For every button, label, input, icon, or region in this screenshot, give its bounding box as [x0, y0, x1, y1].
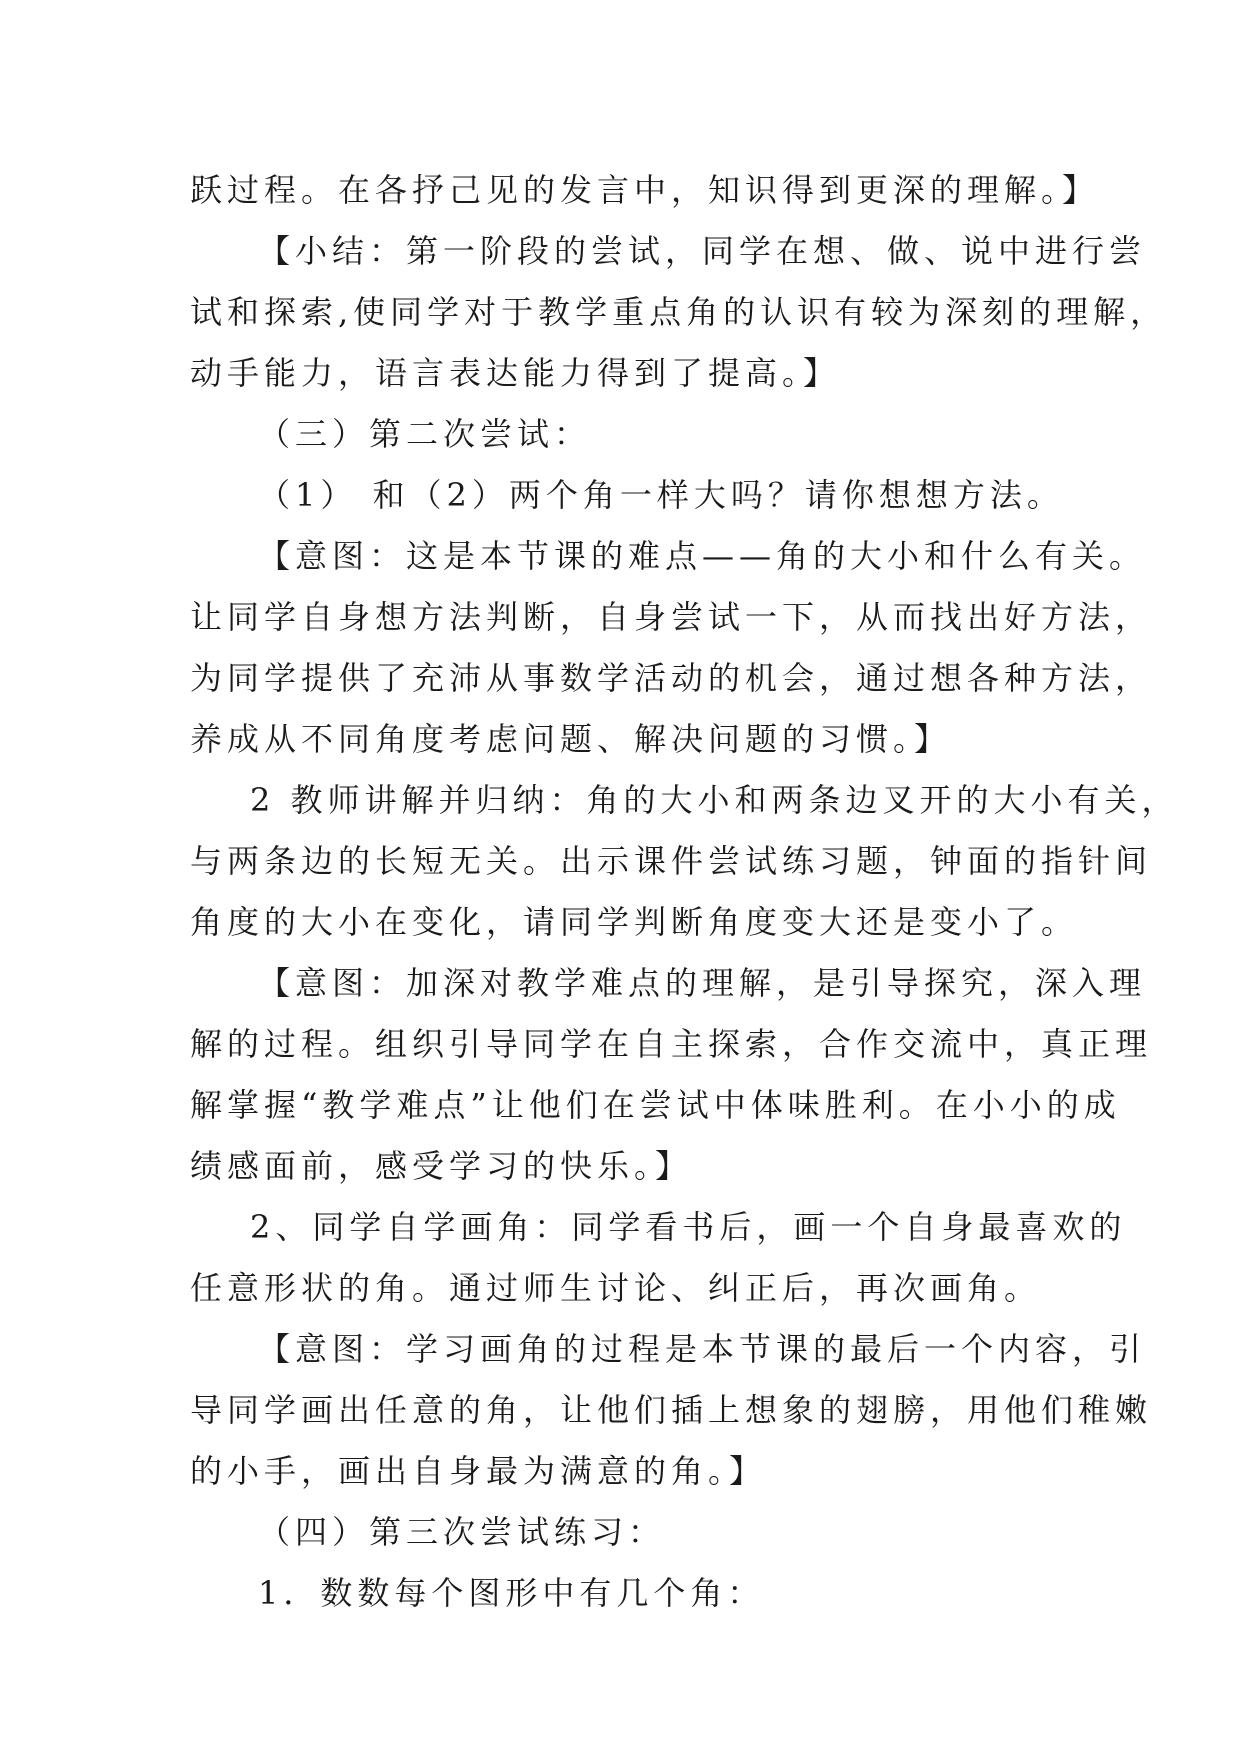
- text-line: 2、同学自学画角：同学看书后，画一个自身最喜欢的: [250, 1208, 1127, 1246]
- text-line: 跃过程。在各抒己见的发言中，知识得到更深的理解。】: [190, 171, 1100, 209]
- text-line: 绩感面前，感受学习的快乐。】: [190, 1147, 693, 1185]
- section-heading: （四）第三次尝试练习：: [258, 1513, 666, 1551]
- text-line: 角度的大小在变化，请同学判断角度变大还是变小了。: [190, 903, 1079, 941]
- text-line: 养成从不同角度考虑问题、解决问题的习惯。】: [190, 720, 952, 758]
- text-line: 与两条边的长短无关。出示课件尝试练习题，钟面的指针间: [190, 842, 1153, 880]
- text-line: 试和探索,使同学对于教学重点角的认识有较为深刻的理解，: [190, 293, 1168, 331]
- text-line: 让同学自身想方法判断，自身尝试一下，从而找出好方法，: [190, 598, 1153, 636]
- text-line: 任意形状的角。通过师生讨论、纠正后，再次画角。: [190, 1269, 1042, 1307]
- text-line: 为同学提供了充沛从事数学活动的机会，通过想各种方法，: [190, 659, 1153, 697]
- text-line: 解掌握“教学难点”让他们在尝试中体味胜利。在小小的成: [190, 1086, 1121, 1124]
- text-line: 的小手，画出自身最为满意的角。】: [190, 1452, 767, 1490]
- document-body: [190, 160, 1179, 1624]
- text-line: 1．数数每个图形中有几个角：: [258, 1574, 765, 1612]
- text-line: 解的过程。组织引导同学在自主探索，合作交流中，真正理: [190, 1025, 1153, 1063]
- text-line: 动手能力，语言表达能力得到了提高。】: [190, 354, 841, 392]
- text-line: 导同学画出任意的角，让他们插上想象的翅膀，用他们稚嫩: [190, 1391, 1153, 1429]
- text-line: 【小结：第一阶段的尝试，同学在想、做、说中进行尝: [258, 232, 1147, 270]
- text-line: 【意图：这是本节课的难点——角的大小和什么有关。: [258, 537, 1147, 575]
- text-line: 【意图：学习画角的过程是本节课的最后一个内容，引: [258, 1330, 1147, 1368]
- text-line: （1） 和（2）两个角一样大吗？请你想想方法。: [258, 476, 1064, 514]
- text-line: 【意图：加深对教学难点的理解，是引导探究，深入理: [258, 964, 1147, 1002]
- text-line: 2 教师讲解并归纳：角的大小和两条边叉开的大小有关，: [250, 781, 1179, 819]
- section-heading: （三）第二次尝试：: [258, 415, 592, 453]
